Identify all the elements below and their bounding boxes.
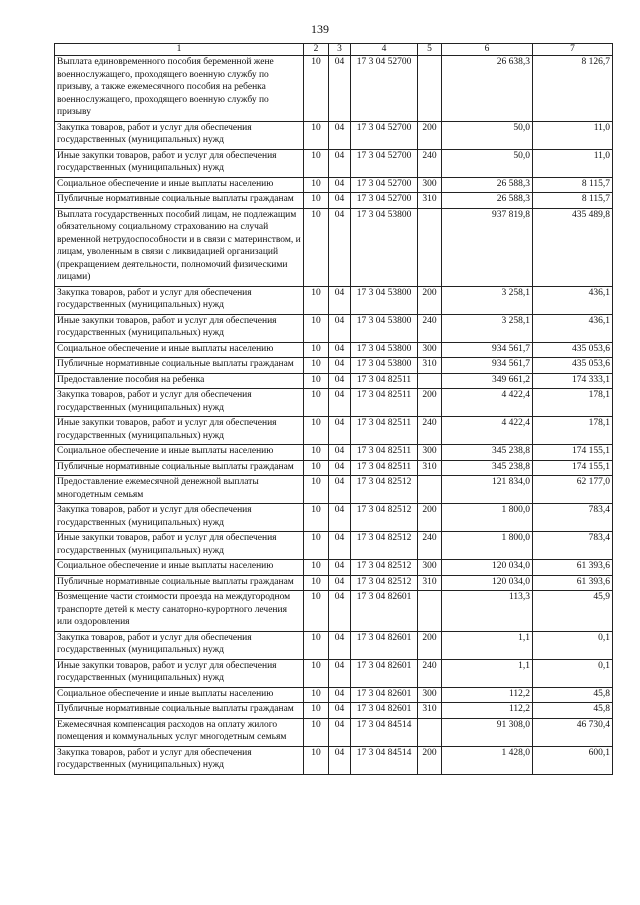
target-item-code-cell: 17 3 04 52700 bbox=[351, 56, 418, 122]
table-row bbox=[55, 342, 613, 358]
table-row bbox=[55, 560, 613, 576]
table-row bbox=[55, 417, 613, 445]
section-code-cell: 10 bbox=[304, 687, 329, 703]
amount-cell: 46 730,4 bbox=[533, 718, 613, 746]
amount-cell: 11,0 bbox=[533, 121, 613, 149]
target-item-code-cell: 17 3 04 82601 bbox=[351, 687, 418, 703]
column-header: 5 bbox=[418, 44, 442, 56]
subsection-code-cell: 04 bbox=[329, 286, 351, 314]
section-code-cell: 10 bbox=[304, 417, 329, 445]
subsection-code-cell: 04 bbox=[329, 504, 351, 532]
target-item-code-cell: 17 3 04 82601 bbox=[351, 659, 418, 687]
target-item-code-cell: 17 3 04 84514 bbox=[351, 746, 418, 774]
column-header: 6 bbox=[442, 44, 533, 56]
row-name-cell: Социальное обеспечение и иные выплаты населению bbox=[55, 687, 304, 703]
section-code-cell: 10 bbox=[304, 659, 329, 687]
section-code-cell: 10 bbox=[304, 532, 329, 560]
subsection-code-cell: 04 bbox=[329, 193, 351, 209]
subsection-code-cell: 04 bbox=[329, 417, 351, 445]
section-code-cell: 10 bbox=[304, 286, 329, 314]
amount-cell: 120 034,0 bbox=[442, 575, 533, 591]
row-name-cell: Возмещение части стоимости проезда на междугородном транспорте детей к месту санаторно-курортного лечения или оздоровления bbox=[55, 591, 304, 632]
row-name-cell: Социальное обеспечение и иные выплаты населению bbox=[55, 560, 304, 576]
target-item-code-cell: 17 3 04 82511 bbox=[351, 417, 418, 445]
expense-type-code-cell: 300 bbox=[418, 177, 442, 193]
table-row bbox=[55, 718, 613, 746]
amount-cell: 600,1 bbox=[533, 746, 613, 774]
target-item-code-cell: 17 3 04 52700 bbox=[351, 121, 418, 149]
amount-cell: 45,9 bbox=[533, 591, 613, 632]
expense-type-code-cell: 240 bbox=[418, 532, 442, 560]
table-row bbox=[55, 193, 613, 209]
row-name-cell: Закупка товаров, работ и услуг для обеспечения государственных (муниципальных) нужд bbox=[55, 504, 304, 532]
row-name-cell: Закупка товаров, работ и услуг для обеспечения государственных (муниципальных) нужд bbox=[55, 389, 304, 417]
subsection-code-cell: 04 bbox=[329, 177, 351, 193]
section-code-cell: 10 bbox=[304, 591, 329, 632]
expense-type-code-cell: 200 bbox=[418, 389, 442, 417]
section-code-cell: 10 bbox=[304, 575, 329, 591]
target-item-code-cell: 17 3 04 52700 bbox=[351, 177, 418, 193]
target-item-code-cell: 17 3 04 82512 bbox=[351, 476, 418, 504]
amount-cell: 345 238,8 bbox=[442, 460, 533, 476]
table-row bbox=[55, 460, 613, 476]
subsection-code-cell: 04 bbox=[329, 208, 351, 286]
amount-cell: 11,0 bbox=[533, 149, 613, 177]
amount-cell: 174 155,1 bbox=[533, 445, 613, 461]
table-row bbox=[55, 575, 613, 591]
expense-type-code-cell bbox=[418, 208, 442, 286]
row-name-cell: Публичные нормативные социальные выплаты гражданам bbox=[55, 358, 304, 374]
subsection-code-cell: 04 bbox=[329, 121, 351, 149]
section-code-cell: 10 bbox=[304, 504, 329, 532]
amount-cell: 45,8 bbox=[533, 703, 613, 719]
table-row bbox=[55, 56, 613, 122]
target-item-code-cell: 17 3 04 82511 bbox=[351, 389, 418, 417]
table-row bbox=[55, 703, 613, 719]
target-item-code-cell: 17 3 04 53800 bbox=[351, 208, 418, 286]
amount-cell: 45,8 bbox=[533, 687, 613, 703]
expense-type-code-cell bbox=[418, 476, 442, 504]
section-code-cell: 10 bbox=[304, 193, 329, 209]
target-item-code-cell: 17 3 04 52700 bbox=[351, 193, 418, 209]
subsection-code-cell: 04 bbox=[329, 703, 351, 719]
subsection-code-cell: 04 bbox=[329, 575, 351, 591]
expense-type-code-cell: 300 bbox=[418, 342, 442, 358]
row-name-cell: Публичные нормативные социальные выплаты гражданам bbox=[55, 460, 304, 476]
subsection-code-cell: 04 bbox=[329, 718, 351, 746]
subsection-code-cell: 04 bbox=[329, 560, 351, 576]
subsection-code-cell: 04 bbox=[329, 445, 351, 461]
section-code-cell: 10 bbox=[304, 560, 329, 576]
target-item-code-cell: 17 3 04 82512 bbox=[351, 504, 418, 532]
expense-type-code-cell: 310 bbox=[418, 193, 442, 209]
amount-cell: 4 422,4 bbox=[442, 389, 533, 417]
table-row bbox=[55, 358, 613, 374]
section-code-cell: 10 bbox=[304, 177, 329, 193]
amount-cell: 1,1 bbox=[442, 631, 533, 659]
expense-type-code-cell: 200 bbox=[418, 286, 442, 314]
amount-cell: 345 238,8 bbox=[442, 445, 533, 461]
subsection-code-cell: 04 bbox=[329, 149, 351, 177]
amount-cell: 4 422,4 bbox=[442, 417, 533, 445]
row-name-cell: Ежемесячная компенсация расходов на оплату жилого помещения и коммунальных услуг многодетным семьям bbox=[55, 718, 304, 746]
amount-cell: 91 308,0 bbox=[442, 718, 533, 746]
subsection-code-cell: 04 bbox=[329, 460, 351, 476]
section-code-cell: 10 bbox=[304, 445, 329, 461]
amount-cell: 112,2 bbox=[442, 687, 533, 703]
target-item-code-cell: 17 3 04 52700 bbox=[351, 149, 418, 177]
target-item-code-cell: 17 3 04 82601 bbox=[351, 703, 418, 719]
row-name-cell: Закупка товаров, работ и услуг для обеспечения государственных (муниципальных) нужд bbox=[55, 746, 304, 774]
expense-type-code-cell: 240 bbox=[418, 417, 442, 445]
table-row bbox=[55, 149, 613, 177]
subsection-code-cell: 04 bbox=[329, 56, 351, 122]
expense-type-code-cell: 300 bbox=[418, 445, 442, 461]
expense-type-code-cell: 200 bbox=[418, 121, 442, 149]
amount-cell: 113,3 bbox=[442, 591, 533, 632]
subsection-code-cell: 04 bbox=[329, 476, 351, 504]
amount-cell: 178,1 bbox=[533, 389, 613, 417]
amount-cell: 8 115,7 bbox=[533, 193, 613, 209]
row-name-cell: Публичные нормативные социальные выплаты гражданам bbox=[55, 575, 304, 591]
table-row bbox=[55, 286, 613, 314]
row-name-cell: Предоставление пособия на ребенка bbox=[55, 373, 304, 389]
row-name-cell: Закупка товаров, работ и услуг для обеспечения государственных (муниципальных) нужд bbox=[55, 121, 304, 149]
amount-cell: 1 800,0 bbox=[442, 504, 533, 532]
expense-type-code-cell: 310 bbox=[418, 703, 442, 719]
section-code-cell: 10 bbox=[304, 703, 329, 719]
column-header: 1 bbox=[55, 44, 304, 56]
table-body bbox=[55, 56, 613, 775]
row-name-cell: Иные закупки товаров, работ и услуг для обеспечения государственных (муниципальных) нужд bbox=[55, 417, 304, 445]
amount-cell: 349 661,2 bbox=[442, 373, 533, 389]
target-item-code-cell: 17 3 04 84514 bbox=[351, 718, 418, 746]
amount-cell: 436,1 bbox=[533, 286, 613, 314]
amount-cell: 178,1 bbox=[533, 417, 613, 445]
row-name-cell: Публичные нормативные социальные выплаты гражданам bbox=[55, 703, 304, 719]
table-row bbox=[55, 532, 613, 560]
table-row bbox=[55, 177, 613, 193]
table-row bbox=[55, 389, 613, 417]
target-item-code-cell: 17 3 04 53800 bbox=[351, 358, 418, 374]
expense-type-code-cell: 300 bbox=[418, 560, 442, 576]
expense-type-code-cell bbox=[418, 56, 442, 122]
subsection-code-cell: 04 bbox=[329, 342, 351, 358]
subsection-code-cell: 04 bbox=[329, 746, 351, 774]
target-item-code-cell: 17 3 04 82601 bbox=[351, 631, 418, 659]
section-code-cell: 10 bbox=[304, 631, 329, 659]
page-number: 139 bbox=[311, 22, 329, 36]
amount-cell: 8 126,7 bbox=[533, 56, 613, 122]
amount-cell: 783,4 bbox=[533, 504, 613, 532]
target-item-code-cell: 17 3 04 82512 bbox=[351, 575, 418, 591]
expense-type-code-cell bbox=[418, 718, 442, 746]
amount-cell: 120 034,0 bbox=[442, 560, 533, 576]
amount-cell: 0,1 bbox=[533, 631, 613, 659]
expense-type-code-cell: 240 bbox=[418, 314, 442, 342]
row-name-cell: Выплата государственных пособий лицам, не подлежащим обязательному социальному страхованию на случай временной нетрудоспособности и в связи с материнством, и лицам, уволенным в связи с ликвидацией организаций (прекращением деятельности, полномочий физическими лицами) bbox=[55, 208, 304, 286]
table-row bbox=[55, 631, 613, 659]
amount-cell: 1 800,0 bbox=[442, 532, 533, 560]
row-name-cell: Социальное обеспечение и иные выплаты населению bbox=[55, 342, 304, 358]
target-item-code-cell: 17 3 04 82601 bbox=[351, 591, 418, 632]
amount-cell: 26 638,3 bbox=[442, 56, 533, 122]
amount-cell: 50,0 bbox=[442, 149, 533, 177]
section-code-cell: 10 bbox=[304, 373, 329, 389]
row-name-cell: Иные закупки товаров, работ и услуг для обеспечения государственных (муниципальных) нужд bbox=[55, 314, 304, 342]
row-name-cell: Предоставление ежемесячной денежной выплаты многодетным семьям bbox=[55, 476, 304, 504]
target-item-code-cell: 17 3 04 82511 bbox=[351, 445, 418, 461]
expense-type-code-cell: 200 bbox=[418, 504, 442, 532]
section-code-cell: 10 bbox=[304, 56, 329, 122]
amount-cell: 436,1 bbox=[533, 314, 613, 342]
expense-type-code-cell: 240 bbox=[418, 149, 442, 177]
section-code-cell: 10 bbox=[304, 358, 329, 374]
row-name-cell: Публичные нормативные социальные выплаты гражданам bbox=[55, 193, 304, 209]
subsection-code-cell: 04 bbox=[329, 314, 351, 342]
amount-cell: 26 588,3 bbox=[442, 177, 533, 193]
amount-cell: 435 053,6 bbox=[533, 342, 613, 358]
section-code-cell: 10 bbox=[304, 746, 329, 774]
amount-cell: 121 834,0 bbox=[442, 476, 533, 504]
column-header: 3 bbox=[329, 44, 351, 56]
target-item-code-cell: 17 3 04 82512 bbox=[351, 532, 418, 560]
row-name-cell: Иные закупки товаров, работ и услуг для обеспечения государственных (муниципальных) нужд bbox=[55, 149, 304, 177]
target-item-code-cell: 17 3 04 82512 bbox=[351, 560, 418, 576]
amount-cell: 1 428,0 bbox=[442, 746, 533, 774]
table-row bbox=[55, 445, 613, 461]
amount-cell: 174 333,1 bbox=[533, 373, 613, 389]
column-header: 4 bbox=[351, 44, 418, 56]
section-code-cell: 10 bbox=[304, 149, 329, 177]
amount-cell: 61 393,6 bbox=[533, 560, 613, 576]
table-row bbox=[55, 746, 613, 774]
amount-cell: 435 053,6 bbox=[533, 358, 613, 374]
amount-cell: 937 819,8 bbox=[442, 208, 533, 286]
row-name-cell: Иные закупки товаров, работ и услуг для обеспечения государственных (муниципальных) нужд bbox=[55, 532, 304, 560]
section-code-cell: 10 bbox=[304, 389, 329, 417]
column-number-row bbox=[55, 44, 613, 56]
amount-cell: 3 258,1 bbox=[442, 314, 533, 342]
subsection-code-cell: 04 bbox=[329, 687, 351, 703]
subsection-code-cell: 04 bbox=[329, 659, 351, 687]
subsection-code-cell: 04 bbox=[329, 389, 351, 417]
amount-cell: 934 561,7 bbox=[442, 342, 533, 358]
amount-cell: 3 258,1 bbox=[442, 286, 533, 314]
row-name-cell: Закупка товаров, работ и услуг для обеспечения государственных (муниципальных) нужд bbox=[55, 631, 304, 659]
expense-type-code-cell: 200 bbox=[418, 631, 442, 659]
amount-cell: 435 489,8 bbox=[533, 208, 613, 286]
section-code-cell: 10 bbox=[304, 314, 329, 342]
amount-cell: 934 561,7 bbox=[442, 358, 533, 374]
row-name-cell: Выплата единовременного пособия беременной жене военнослужащего, проходящего военную службу по призыву, а также ежемесячного пособия на ребенка военнослужащего, проходящего военную службу по призыву bbox=[55, 56, 304, 122]
target-item-code-cell: 17 3 04 53800 bbox=[351, 314, 418, 342]
table-row bbox=[55, 504, 613, 532]
section-code-cell: 10 bbox=[304, 476, 329, 504]
table-row bbox=[55, 121, 613, 149]
row-name-cell: Социальное обеспечение и иные выплаты населению bbox=[55, 177, 304, 193]
subsection-code-cell: 04 bbox=[329, 373, 351, 389]
amount-cell: 0,1 bbox=[533, 659, 613, 687]
amount-cell: 1,1 bbox=[442, 659, 533, 687]
target-item-code-cell: 17 3 04 82511 bbox=[351, 373, 418, 389]
section-code-cell: 10 bbox=[304, 460, 329, 476]
subsection-code-cell: 04 bbox=[329, 631, 351, 659]
subsection-code-cell: 04 bbox=[329, 591, 351, 632]
section-code-cell: 10 bbox=[304, 718, 329, 746]
target-item-code-cell: 17 3 04 82511 bbox=[351, 460, 418, 476]
table-row bbox=[55, 591, 613, 632]
expense-type-code-cell bbox=[418, 373, 442, 389]
amount-cell: 61 393,6 bbox=[533, 575, 613, 591]
expense-type-code-cell bbox=[418, 591, 442, 632]
amount-cell: 112,2 bbox=[442, 703, 533, 719]
table-row bbox=[55, 659, 613, 687]
row-name-cell: Закупка товаров, работ и услуг для обеспечения государственных (муниципальных) нужд bbox=[55, 286, 304, 314]
target-item-code-cell: 17 3 04 53800 bbox=[351, 286, 418, 314]
expense-type-code-cell: 240 bbox=[418, 659, 442, 687]
row-name-cell: Социальное обеспечение и иные выплаты населению bbox=[55, 445, 304, 461]
subsection-code-cell: 04 bbox=[329, 358, 351, 374]
expense-type-code-cell: 300 bbox=[418, 687, 442, 703]
amount-cell: 50,0 bbox=[442, 121, 533, 149]
expense-type-code-cell: 310 bbox=[418, 460, 442, 476]
target-item-code-cell: 17 3 04 53800 bbox=[351, 342, 418, 358]
budget-table bbox=[54, 43, 613, 775]
section-code-cell: 10 bbox=[304, 208, 329, 286]
amount-cell: 8 115,7 bbox=[533, 177, 613, 193]
expense-type-code-cell: 200 bbox=[418, 746, 442, 774]
section-code-cell: 10 bbox=[304, 121, 329, 149]
table-row bbox=[55, 373, 613, 389]
column-header: 7 bbox=[533, 44, 613, 56]
column-header: 2 bbox=[304, 44, 329, 56]
table-row bbox=[55, 208, 613, 286]
table-row bbox=[55, 314, 613, 342]
table-row bbox=[55, 687, 613, 703]
subsection-code-cell: 04 bbox=[329, 532, 351, 560]
amount-cell: 62 177,0 bbox=[533, 476, 613, 504]
table-row bbox=[55, 476, 613, 504]
row-name-cell: Иные закупки товаров, работ и услуг для обеспечения государственных (муниципальных) нужд bbox=[55, 659, 304, 687]
amount-cell: 26 588,3 bbox=[442, 193, 533, 209]
amount-cell: 783,4 bbox=[533, 532, 613, 560]
amount-cell: 174 155,1 bbox=[533, 460, 613, 476]
section-code-cell: 10 bbox=[304, 342, 329, 358]
expense-type-code-cell: 310 bbox=[418, 575, 442, 591]
expense-type-code-cell: 310 bbox=[418, 358, 442, 374]
